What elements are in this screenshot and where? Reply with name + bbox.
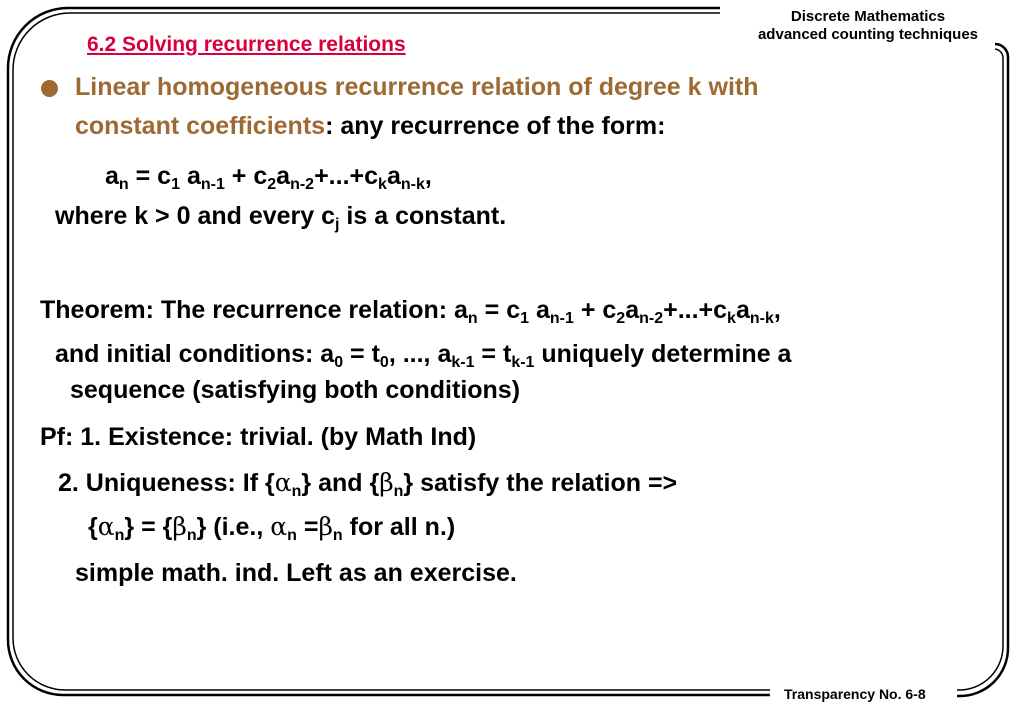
course-subtitle: advanced counting techniques: [757, 26, 979, 43]
initial-text: and initial conditions: a: [55, 340, 335, 368]
bullet-dot-icon: [41, 80, 58, 97]
where-text: where k > 0 and every c: [55, 202, 336, 230]
definition-suffix: : any recurrence of the form:: [325, 112, 666, 140]
formula-sub: n-k: [749, 310, 774, 327]
symbol-sub: n: [186, 527, 197, 544]
formula-part: a: [386, 162, 401, 190]
theorem-sequence-line: sequence (satisfying both conditions): [70, 376, 521, 404]
formula-part: = c: [477, 296, 521, 324]
formula-part: a: [735, 296, 750, 324]
symbol-sub: n: [287, 527, 297, 544]
initial-text: = t: [343, 340, 380, 368]
theorem-statement: [40, 294, 781, 327]
formula-sub: k: [378, 176, 387, 193]
formula-part: +...+c: [314, 162, 379, 190]
formula-sub: 2: [267, 176, 277, 193]
formula-part: = c: [128, 162, 172, 190]
uniq-text: 2. Uniqueness: If {: [58, 469, 275, 497]
proof-uniqueness: [58, 466, 677, 500]
course-header: [728, 8, 1008, 44]
definition-term: constant coefficients: [75, 112, 326, 140]
initial-sub: 0: [334, 354, 344, 371]
uniq-text: } and {: [301, 469, 380, 497]
formula-part: + c: [573, 296, 617, 324]
formula-part: ,: [424, 162, 432, 190]
recurrence-formula: [105, 160, 432, 193]
formula-sub: n-k: [400, 176, 425, 193]
formula-part: ,: [773, 296, 781, 324]
formula-sub: k: [727, 310, 736, 327]
eq-text: =: [296, 513, 319, 541]
theorem-prefix: Theorem: The recurrence relation:: [40, 296, 455, 324]
formula-part: a: [180, 162, 201, 190]
course-title: Discrete Mathematics: [790, 8, 946, 25]
formula-sub: n-1: [549, 310, 574, 327]
symbol-sub: n: [291, 483, 302, 500]
initial-text: , ..., a: [388, 340, 452, 368]
formula-part: a: [276, 162, 291, 190]
initial-text: uniquely determine a: [534, 340, 792, 368]
formula-part: + c: [224, 162, 268, 190]
formula-sub: n-2: [639, 310, 664, 327]
symbol-sub: n: [332, 527, 343, 544]
formula-sub: n-1: [200, 176, 225, 193]
eq-text: } (i.e.,: [196, 513, 271, 541]
slide-title: 6.2 Solving recurrence relations: [87, 33, 406, 56]
definition-where: [55, 200, 506, 233]
initial-text: = t: [474, 340, 512, 368]
alpha-symbol: α: [270, 512, 288, 541]
proof-simple: simple math. ind. Left as an exercise.: [75, 559, 517, 587]
where-sub: j: [335, 216, 340, 233]
proof-equality: [88, 510, 455, 544]
initial-sub: k-1: [511, 354, 535, 371]
definition-term-line2: [75, 110, 665, 143]
initial-sub: k-1: [451, 354, 475, 371]
eq-text: {: [88, 513, 98, 541]
beta-symbol: β: [318, 512, 333, 541]
beta-symbol: β: [172, 512, 187, 541]
alpha-symbol: α: [274, 468, 292, 497]
uniq-text: } satisfy the relation =>: [403, 469, 678, 497]
formula-sub: 1: [171, 176, 180, 193]
theorem-initial-conditions: [55, 338, 791, 371]
formula-sub: n-2: [290, 176, 315, 193]
symbol-sub: n: [393, 483, 404, 500]
formula-part: a: [454, 296, 468, 324]
alpha-symbol: α: [97, 512, 115, 541]
formula-part: +...+c: [663, 296, 728, 324]
formula-sub: n: [467, 310, 478, 327]
where-text: is a constant.: [339, 202, 507, 230]
transparency-number: Transparency No. 6-8: [784, 686, 926, 702]
beta-symbol: β: [379, 468, 394, 497]
formula-sub: 2: [616, 310, 626, 327]
formula-part: a: [105, 162, 119, 190]
formula-part: a: [625, 296, 640, 324]
formula-part: a: [529, 296, 550, 324]
symbol-sub: n: [114, 527, 125, 544]
formula-sub: 1: [520, 310, 530, 327]
eq-text: } = {: [124, 513, 173, 541]
proof-existence: Pf: 1. Existence: trivial. (by Math Ind): [40, 423, 477, 451]
initial-sub: 0: [379, 354, 389, 371]
eq-text: for all n.): [342, 513, 456, 541]
formula-sub: n: [118, 176, 129, 193]
definition-term-line1: Linear homogeneous recurrence relation of degree k with: [75, 73, 759, 101]
